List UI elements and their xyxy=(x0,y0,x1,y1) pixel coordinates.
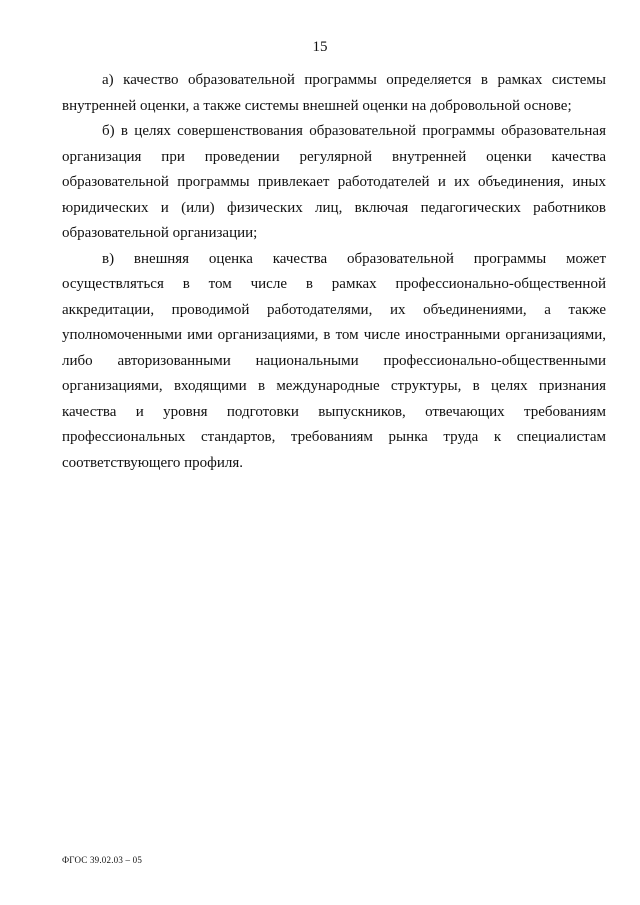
paragraph-a xyxy=(62,68,606,119)
paragraph-line: соответствующего профиля. xyxy=(62,454,244,471)
paragraph-c xyxy=(62,247,606,477)
paragraph-line: образовательной программы привлекает работодателей и их объединения, иных xyxy=(62,174,606,190)
paragraph-line: организациями, входящими в международные структуры, в целях признания xyxy=(62,378,606,394)
paragraph-line: осуществляться в том числе в рамках профессионально-общественной xyxy=(62,276,606,292)
paragraph-line: качества и уровня подготовки выпускников, отвечающих требованиям xyxy=(62,403,606,420)
paragraph-line: либо авторизованными национальными профессионально-общественными xyxy=(62,352,606,369)
paragraph-line: уполномоченными ими организациями, в том числе иностранными организациями, xyxy=(62,327,606,343)
paragraph-line: образовательной организации; xyxy=(62,225,258,241)
body-text xyxy=(62,68,606,476)
paragraph-line: б) в целях совершенствования образовательной программы образовательная xyxy=(102,123,606,139)
paragraph-line: аккредитации, проводимой работодателями, их объединениями, а также xyxy=(62,301,606,318)
paragraph-line: а) качество образовательной программы определяется в рамках системы xyxy=(102,72,606,88)
paragraph-line: профессиональных стандартов, требованиям рынка труда к специалистам xyxy=(62,429,606,445)
paragraph-b xyxy=(62,119,606,247)
paragraph-line: юридических и (или) физических лиц, включая педагогических работников xyxy=(62,199,606,216)
page-number: 15 xyxy=(312,39,328,55)
paragraph-line: организация при проведении регулярной внутренней оценки качества xyxy=(62,148,606,165)
paragraph-line: в) внешняя оценка качества образовательной программы может xyxy=(102,250,606,267)
footer-code: ФГОС 39.02.03 – 05 xyxy=(62,855,143,865)
paragraph-line: внутренней оценки, а также системы внешней оценки на добровольной основе; xyxy=(62,97,572,114)
